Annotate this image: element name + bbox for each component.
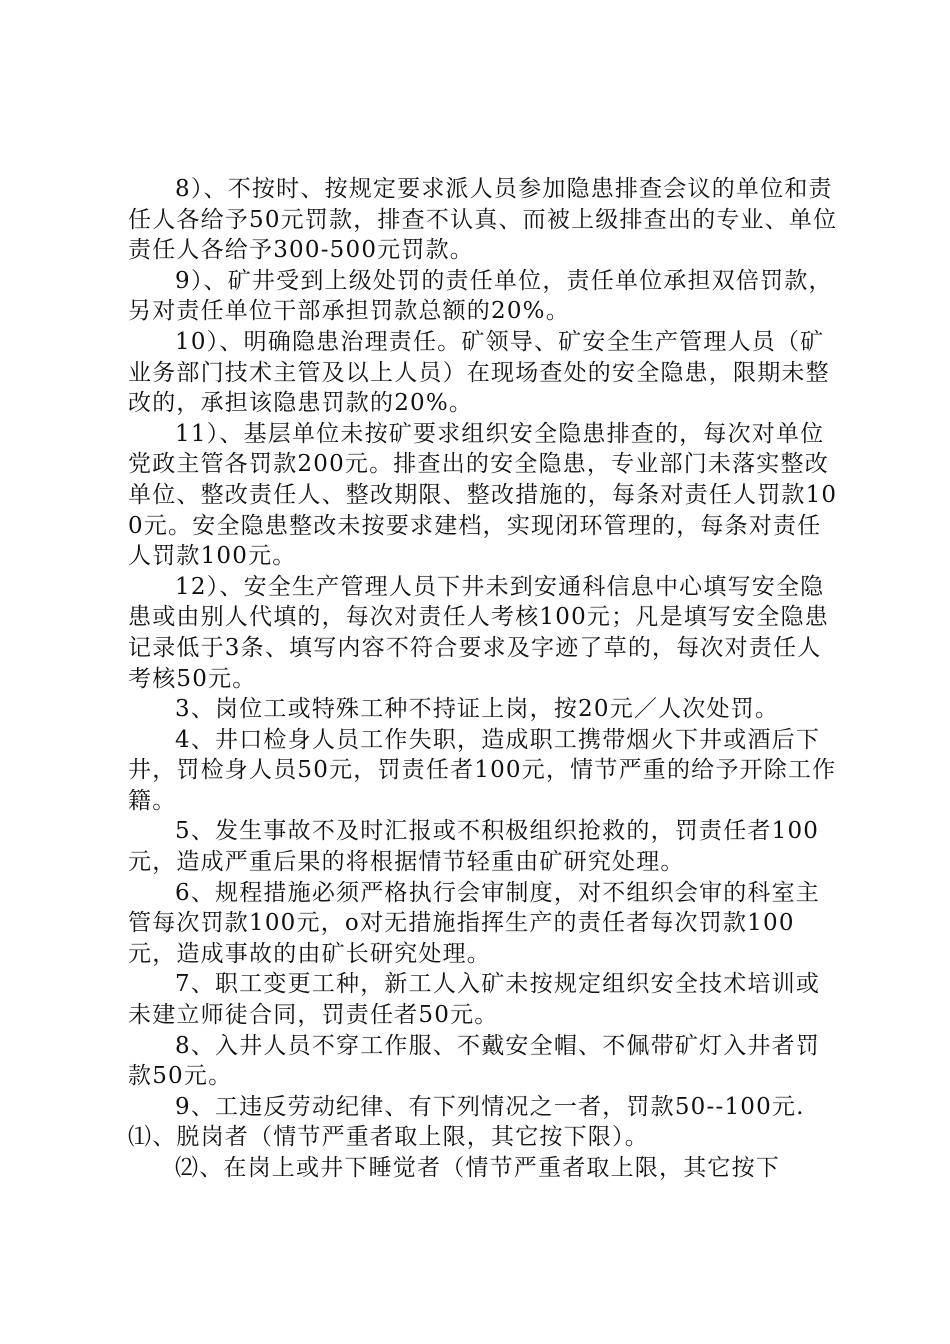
paragraph-9: 9）、矿井受到上级处罚的责任单位，责任单位承担双倍罚款，另对责任单位干部承担罚款总额的20%。 (128, 267, 833, 325)
paragraph-8-entry: 8、入井人员不穿工作服、不戴安全帽、不佩带矿灯入井者罚款50元。 (128, 1032, 821, 1090)
paragraph-7: 7、职工变更工种，新工人入矿未按规定组织安全技术培训或未建立师徒合同，罚责任者50元。 (128, 971, 821, 1029)
paragraph-item-2: ⑵、在岗上或井下睡觉者（情节严重者取上限，其它按下 (175, 1155, 780, 1181)
document-body (128, 174, 838, 1184)
paragraph-9-labor: 9、工违反劳动纪律、有下列情况之一者，罚款50--100元. (175, 1093, 805, 1120)
paragraph-10: 10）、明确隐患治理责任。矿领导、矿安全生产管理人员（矿业务部门技术主管及以上人员）在现场查处的安全隐患，限期未整改的，承担该隐患罚款的20%。 (128, 328, 830, 417)
paragraph-6: 6、规程措施必须严格执行会审制度，对不组织会审的科室主管每次罚款100元，o对无措施指挥生产的责任者每次罚款100元，造成事故的由矿长研究处理。 (128, 879, 821, 967)
paragraph-3: 3、岗位工或特殊工种不持证上岗，按20元／人次处罚。 (175, 696, 780, 723)
paragraph-8: 8）、不按时、按规定要求派人员参加隐患排查会议的单位和责任人各给予50元罚款，排查不认真、而被上级排查出的专业、单位责任人各给予300-500元罚款。 (128, 176, 838, 264)
paragraph-item-1: ⑴、脱岗者（情节严重者取上限，其它按下限）。 (128, 1124, 649, 1151)
paragraph-5: 5、发生事故不及时汇报或不积极组织抢救的，罚责任者100元，造成严重后果的将根据情节轻重由矿研究处理。 (128, 818, 820, 876)
paragraph-12: 12）、安全生产管理人员下井未到安通科信息中心填写安全隐患或由别人代填的，每次对责任人考核100元；凡是填写安全隐患记录低于3条、填写内容不符合要求及字迹了草的，每次对责任人考核50元。 (128, 573, 829, 692)
paragraph-4: 4、井口检身人员工作失职，造成职工携带烟火下井或酒后下井，罚检身人员50元，罚责任者100元，情节严重的给予开除工作籍。 (128, 726, 837, 814)
paragraph-11: 11）、基层单位未按矿要求组织安全隐患排查的，每次对单位党政主管各罚款200元。排查出的安全隐患，专业部门未落实整改单位、整改责任人、整改期限、整改措施的，每条对责任人罚款100元。安全隐患整改未按要求建档，实现闭环管理的，每条对责任人罚款100元。 (128, 420, 838, 570)
